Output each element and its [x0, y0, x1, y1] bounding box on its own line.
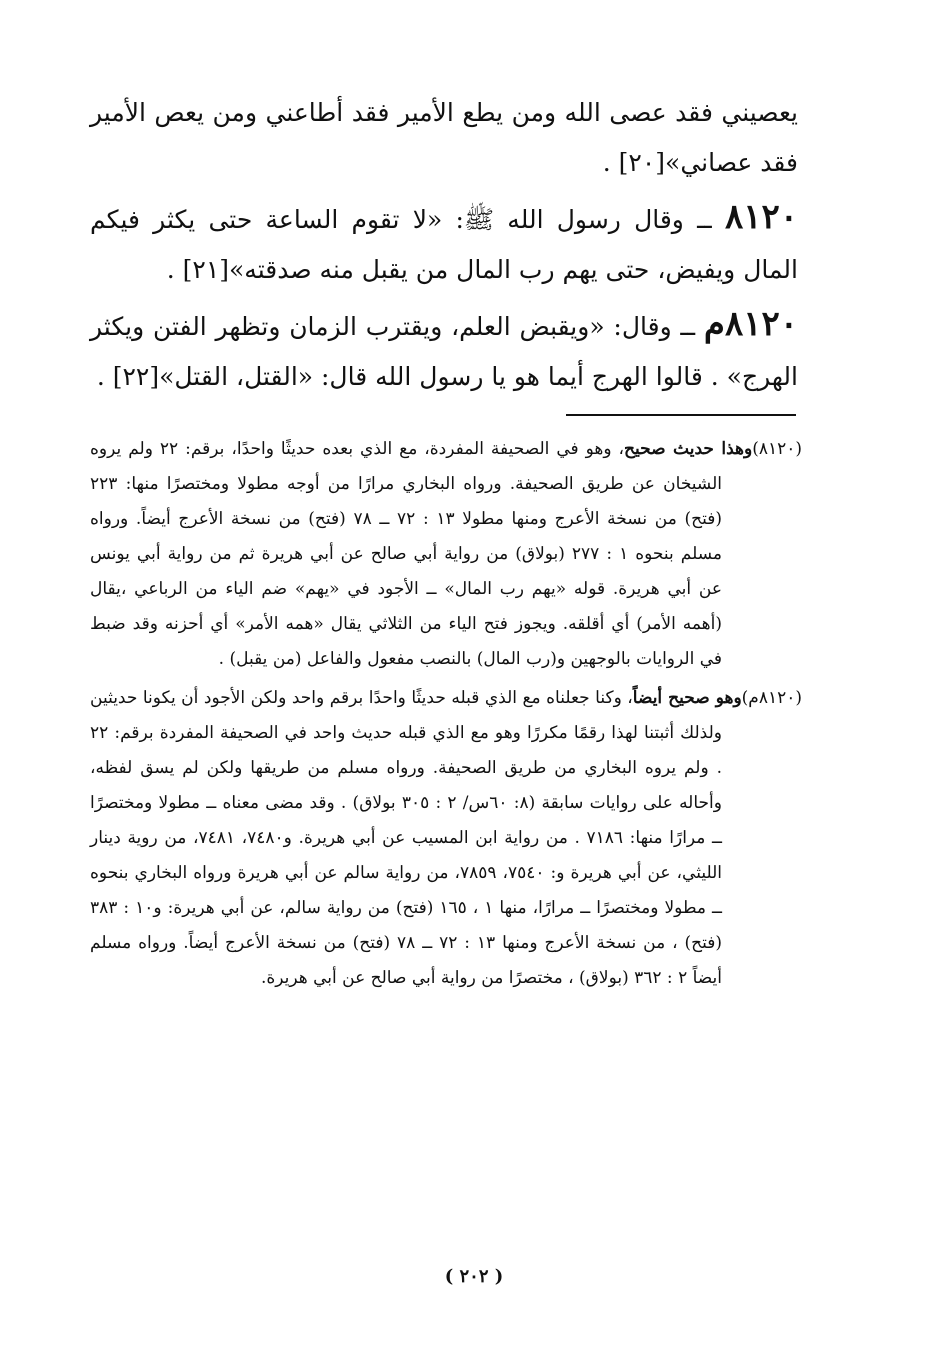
main-paragraph-continuation [90, 88, 798, 188]
footnote-text: ، وكنا جعلناه مع الذي قبله حديثًا واحدًا برقم واحد ولكن الأجود أن يكونا حديثين ولذلك أثبتنا لهذا رقمًا مكررًا وهو مع الذي قبله حديث واحد في الصحيفة المفردة برقم: ٢٢ . ولم يروه البخاري من طريق الصحيفة. ورواه مسلم من طريقها ولكن لم يسق لفظه، وأحاله على روايات سابقة (٨: ٦٠س/ ٢ : ٣٠٥ بولاق) . وقد مضى معناه ــ مطولا ومختصرًا ــ مرارًا منها: ٧١٨٦ . من رواية ابن المسيب عن أبي هريرة. و٧٤٨٠، ٧٤٨١، من روية دينار الليثي، عن أبي هريرة و: ٧٥٤٠، ٧٨٥٩، من رواية سالم عن أبي هريرة ورواه البخاري بنحوه ــ مطولا ومختصرًا ــ مرارًا، منها ١ ، ١٦٥ (فتح) من رواية سالم، عن أبي هريرة: و١٠ : ٣٨٣ (فتح) ، من نسخة الأعرج ومنها ١٣ : ٧٢ ــ ٧٨ (فتح) من نسخة الأعرج أيضاً. ورواه مسلم أيضاً ٢ : ٣٦٢ (بولاق) ، مختصرًا من رواية أبي صالح عن أبي هريرة. [90, 688, 722, 988]
footnote-label: (٨١٢٠م) [741, 688, 802, 708]
hadith-8120m [90, 299, 798, 402]
footnotes [90, 432, 802, 1000]
hadith-text: ــ وقال رسول الله ﷺ: «لا تقوم الساعة حتى يكثر فيكم المال ويفيض، حتى يهم رب المال من يقبل منه صدقته»[٢١] . [90, 205, 798, 284]
footnote-grade: وهذا حديث صحيح [624, 439, 753, 459]
main-text [90, 88, 798, 406]
hadith-8120 [90, 192, 798, 295]
footnote-text: ، وهو في الصحيفة المفردة، مع الذي بعده حديثًا واحدًا، برقم: ٢٢ ولم يروه الشيخان عن طريق الصحيفة. ورواه البخاري مرارًا من أوجه مطولا ومختصرًا منها: ٢٢٣ (فتح) من نسخة الأعرج ومنها مطولا ١٣ : ٧٢ ــ ٧٨ (فتح) من نسخة الأعرج أيضاً. ورواه مسلم بنحوه ١ : ٢٧٧ (بولاق) من رواية أبي صالح عن أبي هريرة ثم من رواية أبي يونس عن أبي هريرة. قوله «يهم رب المال» ــ الأجود في «يهم» ضم الياء من الرباعي ،يقال (أهمه الأمر) أي أقلقه. ويجوز فتح الياء من الثلاثي يقال «همه الأمر» أي أحزنه وقد ضبط في الروايات بالوجهين و(رب المال) بالنصب مفعول والفاعل (من يقبل) . [90, 439, 723, 669]
page-number: ( ٢٠٢ ) [444, 1266, 504, 1287]
hadith-number: ٨١٢٠م [703, 304, 798, 344]
paragraph-text: يعصيني فقد عصى الله ومن يطع الأمير فقد أطاعني ومن يعص الأمير فقد عصاني»[٢٠] . [90, 98, 798, 177]
footnote-grade: وهو صحيح أيضاً [632, 688, 742, 708]
hadith-number: ٨١٢٠ [724, 197, 798, 237]
footnote-divider [566, 414, 796, 416]
hadith-text: ــ وقال: «ويقبض العلم، ويقترب الزمان وتظهر الفتن ويكثر الهرج» . قالوا الهرج أيما هو يا رسول الله قال: «القتل، القتل»[٢٢] . [90, 312, 798, 391]
footnote-8120m [90, 681, 802, 996]
footnote-8120 [90, 432, 802, 677]
footnote-label: (٨١٢٠) [752, 439, 802, 459]
